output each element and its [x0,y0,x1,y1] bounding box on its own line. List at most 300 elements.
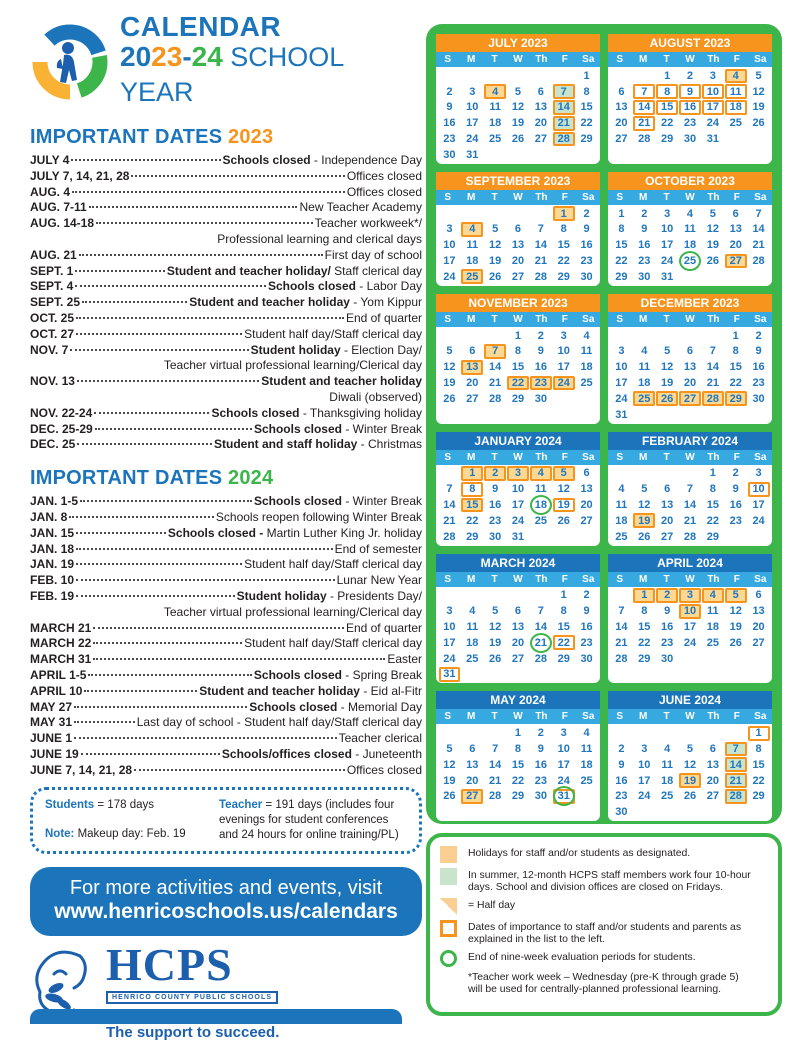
date-label: MARCH 22 [30,636,92,651]
weekday-label: Th [707,313,720,325]
day-cell: 21 [489,774,502,787]
day-cell: 27 [466,392,479,405]
day-cell: 25 [633,391,655,406]
day-cell: 14 [725,757,747,772]
weekday-row [608,190,772,205]
empty-cell [461,206,483,221]
day-cell: 19 [752,101,765,114]
day-cell: 11 [489,101,501,114]
important-date-row [30,589,422,605]
weekday-row [436,709,600,724]
weekday-label: Sa [582,711,595,723]
month-card-december-2023 [608,294,772,424]
day-cell: 15 [557,621,570,634]
weekday-label: T [491,191,498,203]
dot-leader [80,500,252,502]
date-label: FEB. 19 [30,588,75,603]
weekday-row [436,312,600,327]
important-dates-2024-list [30,494,422,778]
day-cell: 17 [443,255,456,268]
date-description-bold: Student and teacher holiday/ [166,263,331,278]
day-cell: 30 [638,270,651,283]
day-cell: 25 [729,117,742,130]
day-cell: 8 [618,223,625,236]
day-cell: 22 [706,514,719,527]
date-label: JULY 7, 14, 21, 28 [30,168,130,183]
day-cell: 12 [729,605,742,618]
day-cell: 11 [615,499,628,512]
date-label: AUG. 14-18 [30,216,95,231]
date-label: DEC. 25 [30,437,76,452]
date-label: JAN. 18 [30,541,75,556]
empty-cell [484,69,506,84]
day-cell: 15 [557,239,570,252]
day-cell: 12 [752,85,765,98]
month-day-grid [608,67,772,148]
day-cell: 5 [641,483,648,496]
day-cell: 29 [557,270,570,283]
weekday-label: S [616,54,624,65]
weekday-label: T [491,711,498,723]
day-cell: 18 [683,239,697,252]
date-description: Schools closed - Winter Break [253,421,422,436]
legend-item [440,868,768,893]
day-cell: 14 [553,100,575,115]
important-date-row [30,763,422,779]
dot-leader [76,532,166,534]
date-description: Lunar New Year [336,573,422,588]
page-subtitle: 2023-24 SCHOOL YEAR [120,41,344,107]
day-cell: 1 [748,726,770,741]
day-cell: 3 [709,69,716,82]
day-cell: 28 [534,270,547,283]
weekday-label: Sa [754,451,767,463]
day-cell: 23 [615,790,628,803]
day-cell: 29 [615,270,628,283]
empty-cell [530,588,552,603]
day-cell: 27 [706,790,719,803]
day-cell: 21 [489,377,502,390]
dot-leader [76,579,335,581]
weekday-label: F [561,451,568,463]
date-description: Student half day/Staff clerical day [244,557,422,572]
day-cell: 13 [580,483,593,496]
day-cell: 30 [580,652,593,665]
date-label: MAY 31 [30,715,73,730]
day-cell: 26 [443,790,456,803]
day-cell: 11 [661,758,673,771]
date-description [261,374,422,390]
child-silhouette-icon [57,42,77,83]
day-cell: 25 [534,514,547,527]
day-cell: 16 [534,758,547,771]
day-cell: 15 [729,361,742,374]
day-cell: 13 [683,361,697,374]
day-cell: 29 [511,790,525,803]
weekday-label: T [663,54,670,65]
legend-item-text: End of nine-week evaluation periods for students. [468,952,696,964]
empty-cell [633,726,655,741]
day-cell: 7 [709,345,716,358]
day-cell: 6 [618,85,625,98]
day-cell: 20 [511,636,525,649]
legend-fill-green-icon [440,868,457,885]
weekday-label: Sa [754,191,767,203]
day-cell: 3 [618,345,625,358]
date-description: End of quarter [345,310,422,325]
empty-cell [611,328,633,343]
month-day-grid [608,327,772,424]
day-cell: 19 [443,774,456,787]
important-date-row [30,406,422,422]
day-cell: 24 [661,255,674,268]
day-cell: 11 [580,345,593,358]
date-description: End of quarter [345,620,422,635]
important-date-row [30,494,422,510]
weekday-label: M [466,54,476,65]
day-cell: 23 [443,133,456,146]
day-cell: 7 [446,483,453,496]
date-label: JAN. 8 [30,509,68,524]
month-title: DECEMBER 2023 [608,294,772,312]
day-cell: 21 [534,255,547,268]
empty-cell [702,328,724,343]
day-cell: 31 [439,667,461,682]
date-description: Schools closed - Memorial Day [249,699,422,714]
day-cell: 16 [615,774,628,787]
important-date-row [30,668,422,684]
empty-cell [679,466,701,481]
teacher-days-note: Teacher = 191 days (includes four evenings for student conferences and 24 hours for online training/PL) [219,799,399,842]
weekday-label: M [638,451,648,463]
date-description: Schools closed - Winter Break [253,494,422,509]
important-date-row [30,437,422,453]
day-cell: 10 [557,345,570,358]
day-cell: 8 [709,483,716,496]
dot-leader [79,254,323,256]
legend-triangle-icon [440,898,457,915]
day-cell: 9 [664,605,671,618]
day-cell: 2 [537,727,544,740]
day-cell: 24 [752,514,765,527]
weekday-label: T [663,573,670,585]
important-date-row [30,731,422,747]
dot-leader [81,753,220,755]
day-cell: 26 [752,117,765,130]
day-cell: 26 [683,790,697,803]
day-cell: 28 [443,530,456,543]
weekday-label: Sa [582,451,595,463]
header-text [120,12,422,112]
day-cell: 3 [446,605,453,618]
day-cell: 8 [641,605,648,618]
empty-cell [507,588,529,603]
day-cell: 27 [679,391,701,406]
dot-leader [94,412,209,414]
hcps-logo-name: HCPS [106,939,233,991]
weekday-label: S [444,573,452,585]
legend-item-text: Dates of importance to staff and/or students and parents as explained in the list to the left. [468,922,742,945]
day-cell: 15 [706,499,719,512]
day-cell: 27 [511,270,525,283]
day-cell: 26 [706,255,719,268]
weekday-label: F [561,54,568,65]
important-date-row [30,652,422,668]
important-date-row [30,264,422,280]
day-cell: 28 [489,392,502,405]
day-cell: 10 [466,101,479,114]
day-cell: 17 [466,117,479,130]
day-cell: 26 [656,391,678,406]
weekday-label: M [638,191,648,203]
day-cell: 9 [537,345,544,358]
day-cell: 20 [534,117,547,130]
dot-leader [84,690,197,692]
day-cell: 20 [615,117,628,130]
weekday-label: T [491,313,498,325]
calendar-website-link[interactable]: www.henricoschools.us/calendars [54,900,398,924]
day-cell: 27 [725,254,747,269]
day-cell: 2 [686,69,694,82]
day-cell: 18 [580,361,593,374]
day-cell: 29 [661,133,674,146]
weekday-label: M [466,313,476,325]
month-card-march-2024 [436,554,600,684]
day-cell: 5 [709,207,716,220]
important-date-row [30,279,422,295]
day-cell: 21 [752,239,765,252]
day-cell: 22 [615,255,628,268]
day-cell: 19 [729,621,742,634]
date-description: Last day of school - Student half day/Staff clerical day [136,715,422,730]
date-description: First day of school [324,247,422,262]
day-cell: 18 [466,255,479,268]
day-cell: 1 [664,69,671,82]
day-cell: 11 [580,743,593,755]
day-cell: 24 [615,392,628,405]
weekday-label: W [685,54,695,65]
day-cell: 8 [560,223,567,236]
date-label: JAN. 19 [30,557,75,572]
day-cell: 3 [507,466,529,481]
date-description: Student and staff holiday - Christmas [213,437,422,452]
dot-leader [76,317,344,319]
day-cell: 17 [638,774,651,787]
day-cell: 12 [638,499,651,512]
month-card-february-2024 [608,432,772,546]
day-cell: 22 [507,376,529,391]
date-description-bold: Schools closed [253,494,342,509]
day-cell: 2 [446,85,453,98]
day-cell: 22 [553,635,575,650]
legend-item [440,920,768,945]
day-cell: 28 [638,133,651,146]
empty-cell [633,69,655,84]
weekday-label: Th [535,54,548,65]
month-card-october-2023 [608,172,772,286]
empty-cell [439,726,461,741]
month-card-june-2024 [608,691,772,821]
makeup-day-note: Note: Makeup day: Feb. 19 [45,828,186,841]
day-cell: 26 [443,392,456,405]
date-description: Teacher clerical [338,731,422,746]
important-date-row [30,169,422,185]
date-label: APRIL 1-5 [30,667,87,682]
left-column [30,12,422,1041]
date-description: Schools/offices closed - Juneteenth [221,746,422,761]
day-cell: 21 [633,116,655,131]
day-cell: 12 [489,239,502,252]
month-day-grid [436,67,600,164]
day-cell: 4 [583,727,590,740]
day-cell: 8 [514,345,522,358]
date-description-bold: Student and teacher holiday [261,374,422,389]
weekday-label: Th [535,191,548,203]
important-date-row [30,216,422,232]
day-cell: 27 [615,133,628,146]
important-date-row [30,311,422,327]
day-cell: 5 [514,85,522,98]
day-cell: 13 [511,621,525,634]
day-cell: 13 [729,223,742,236]
day-cell: 7 [484,344,506,359]
empty-cell [611,69,633,84]
date-description: Student and teacher holiday - Eid al-Fitr [199,683,422,698]
weekday-label: F [561,573,568,585]
day-cell: 16 [661,621,674,634]
important-date-row [30,700,422,716]
month-day-grid [608,465,772,546]
weekday-label: F [561,313,568,325]
date-description: Schools closed - Spring Break [253,667,422,682]
weekday-label: F [733,711,740,723]
weekday-label: S [444,54,452,65]
date-label: DEC. 25-29 [30,421,93,436]
day-cell: 25 [466,652,479,665]
day-cell: 28 [615,652,628,665]
day-cell: 6 [537,85,544,98]
day-cell: 6 [583,467,590,480]
day-cell: 25 [706,636,719,649]
important-date-row [30,747,422,763]
date-label: OCT. 25 [30,310,75,325]
weekday-row [436,450,600,465]
weekday-label: M [466,573,476,585]
day-cell: 6 [732,207,739,220]
hcps-logo [30,939,422,1041]
day-cell: 8 [461,482,483,497]
day-cell: 10 [748,482,770,497]
day-cell: 15 [638,621,651,634]
more-info-banner [30,867,422,936]
day-cell: 19 [511,117,525,130]
important-date-row [30,343,422,359]
day-cell: 21 [725,773,747,788]
day-cell: 7 [686,483,694,496]
day-cell: 2 [755,329,762,342]
day-cell: 7 [537,223,544,236]
weekday-label: W [513,711,523,723]
weekday-label: W [685,573,695,585]
day-cell: 17 [511,499,525,512]
day-cell: 17 [615,377,628,390]
day-cell: 28 [752,255,765,268]
weekday-label: W [513,191,523,203]
date-description-bold: Schools closed [253,421,342,436]
day-cell: 30 [752,392,765,405]
important-dates-2024-title: IMPORTANT DATES 2024 [30,467,274,490]
date-label: JUNE 7, 14, 21, 28 [30,762,133,777]
weekday-label: W [685,451,695,463]
day-cell: 6 [514,223,522,236]
day-cell: 13 [752,605,765,618]
day-cell: 24 [511,514,525,527]
day-cell: 3 [560,329,567,342]
day-cell: 9 [732,483,739,496]
empty-cell [633,328,655,343]
day-cell: 1 [618,207,625,220]
weekday-label: F [733,573,740,585]
legend-box [426,833,782,1016]
month-title: JANUARY 2024 [436,432,600,450]
day-cell: 3 [755,467,762,480]
day-cell: 1 [560,589,567,602]
dot-leader [70,349,248,351]
day-cell: 1 [553,206,575,221]
day-cell: 14 [706,361,719,374]
dot-leader [82,301,187,303]
hcps-logo-tagline: The support to succeed. [106,1024,280,1041]
legend-item-text: In summer, 12-month HCPS staff members work four 10-hour days. School and division offices are closed on Fridays. [468,870,751,893]
empty-cell [633,466,655,481]
day-cell: 28 [725,789,747,804]
date-label: MAY 27 [30,699,73,714]
month-day-grid [608,724,772,821]
empty-cell [484,588,506,603]
empty-cell [656,466,678,481]
hcps-logo-text [106,939,280,1041]
important-date-row [30,327,422,343]
day-cell: 9 [446,101,453,114]
date-description-continued: Diwali (observed) [329,389,422,404]
date-label: JUNE 1 [30,731,73,746]
day-cell: 4 [461,222,483,237]
important-date-row [30,422,422,438]
date-label: JULY 4 [30,153,70,167]
day-cell: 10 [443,239,456,252]
day-cell: 7 [492,743,499,755]
day-cell: 6 [514,605,522,618]
date-description-bold: Schools closed [267,279,356,294]
day-cell: 11 [466,239,479,252]
legend-outline-orange-icon [440,920,457,937]
date-description: Offices closed [346,184,422,199]
day-cell: 30 [443,148,456,161]
day-cell: 29 [580,133,593,146]
day-cell: 11 [684,223,696,236]
important-date-row [30,542,422,558]
day-cell: 14 [534,239,547,252]
day-cell: 14 [443,499,456,512]
day-cell: 24 [553,376,575,391]
month-card-january-2024 [436,432,600,546]
date-description-bold: Schools closed - [167,525,264,540]
day-cell: 6 [755,589,762,602]
weekday-label: Sa [754,711,767,723]
month-card-july-2023 [436,34,600,164]
weekday-label: Sa [754,54,767,65]
empty-cell [611,466,633,481]
